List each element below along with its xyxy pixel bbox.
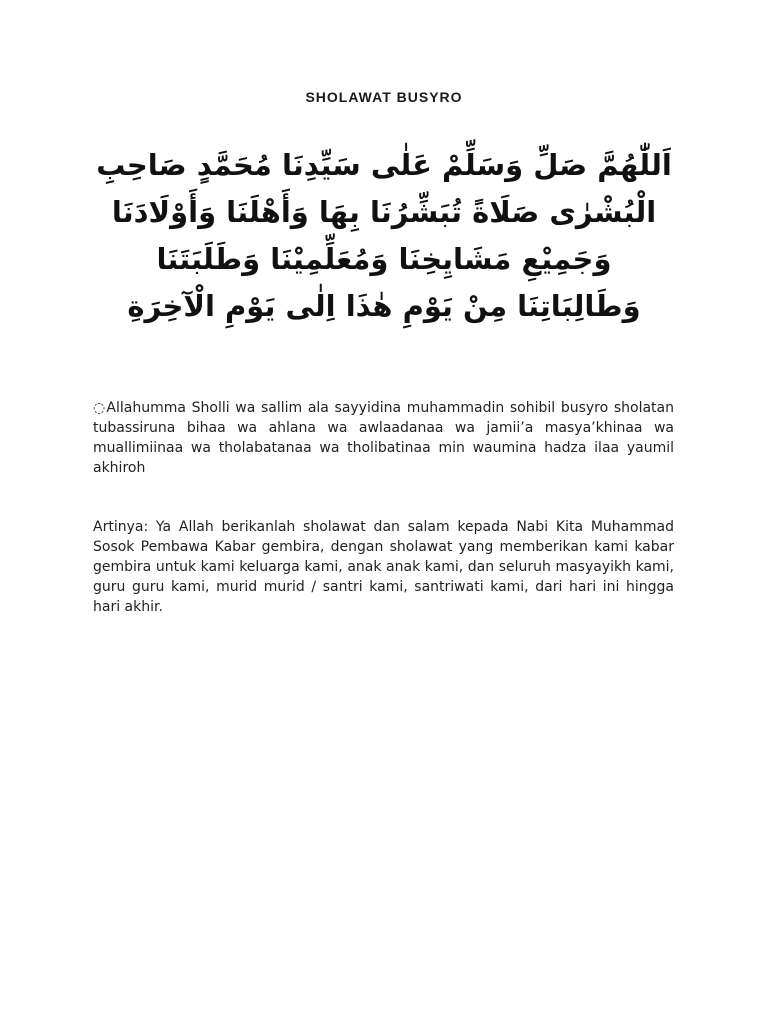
document-title: SHOLAWAT BUSYRO — [305, 89, 463, 105]
arabic-prayer-text: اَللّٰهُمَّ صَلِّ وَسَلِّمْ عَلٰى سَيِّدِنَا مُحَمَّدٍ صَاحِبِ الْبُشْرٰى صَلَاةً تُبَشِّرُنَا بِهَا وَأَهْلَنَا وَأَوْلَادَنَا وَجَمِيْعِ مَشَايِخِنَا وَمُعَلِّمِيْنَا وَطَلَبَتَنَا وَطَالِبَاتِنَا مِنْ يَوْمِ هٰذَا اِلٰى يَوْمِ الْآخِرَةِ — [96, 148, 672, 323]
transliteration-paragraph: ◌Allahumma Sholli wa sallim ala sayyidina muhammadin sohibil busyro sholatan tubassiruna bihaa wa ahlana wa awlaadanaa wa jamii’a masya’khinaa wa muallimiinaa wa tholabatanaa wa tholibatinaa min waumina hadza ilaa yaumil akhiroh — [93, 400, 674, 476]
translation-paragraph: Artinya: Ya Allah berikanlah sholawat dan salam kepada Nabi Kita Muhammad Sosok Pembawa Kabar gembira, dengan sholawat yang memberikan kami kabar gembira untuk kami keluarga kami, anak anak kami, dan seluruh masyayikh kami, guru guru kami, murid murid / santri kami, santriwati kami, dari hari ini hingga hari akhir. — [93, 519, 674, 615]
